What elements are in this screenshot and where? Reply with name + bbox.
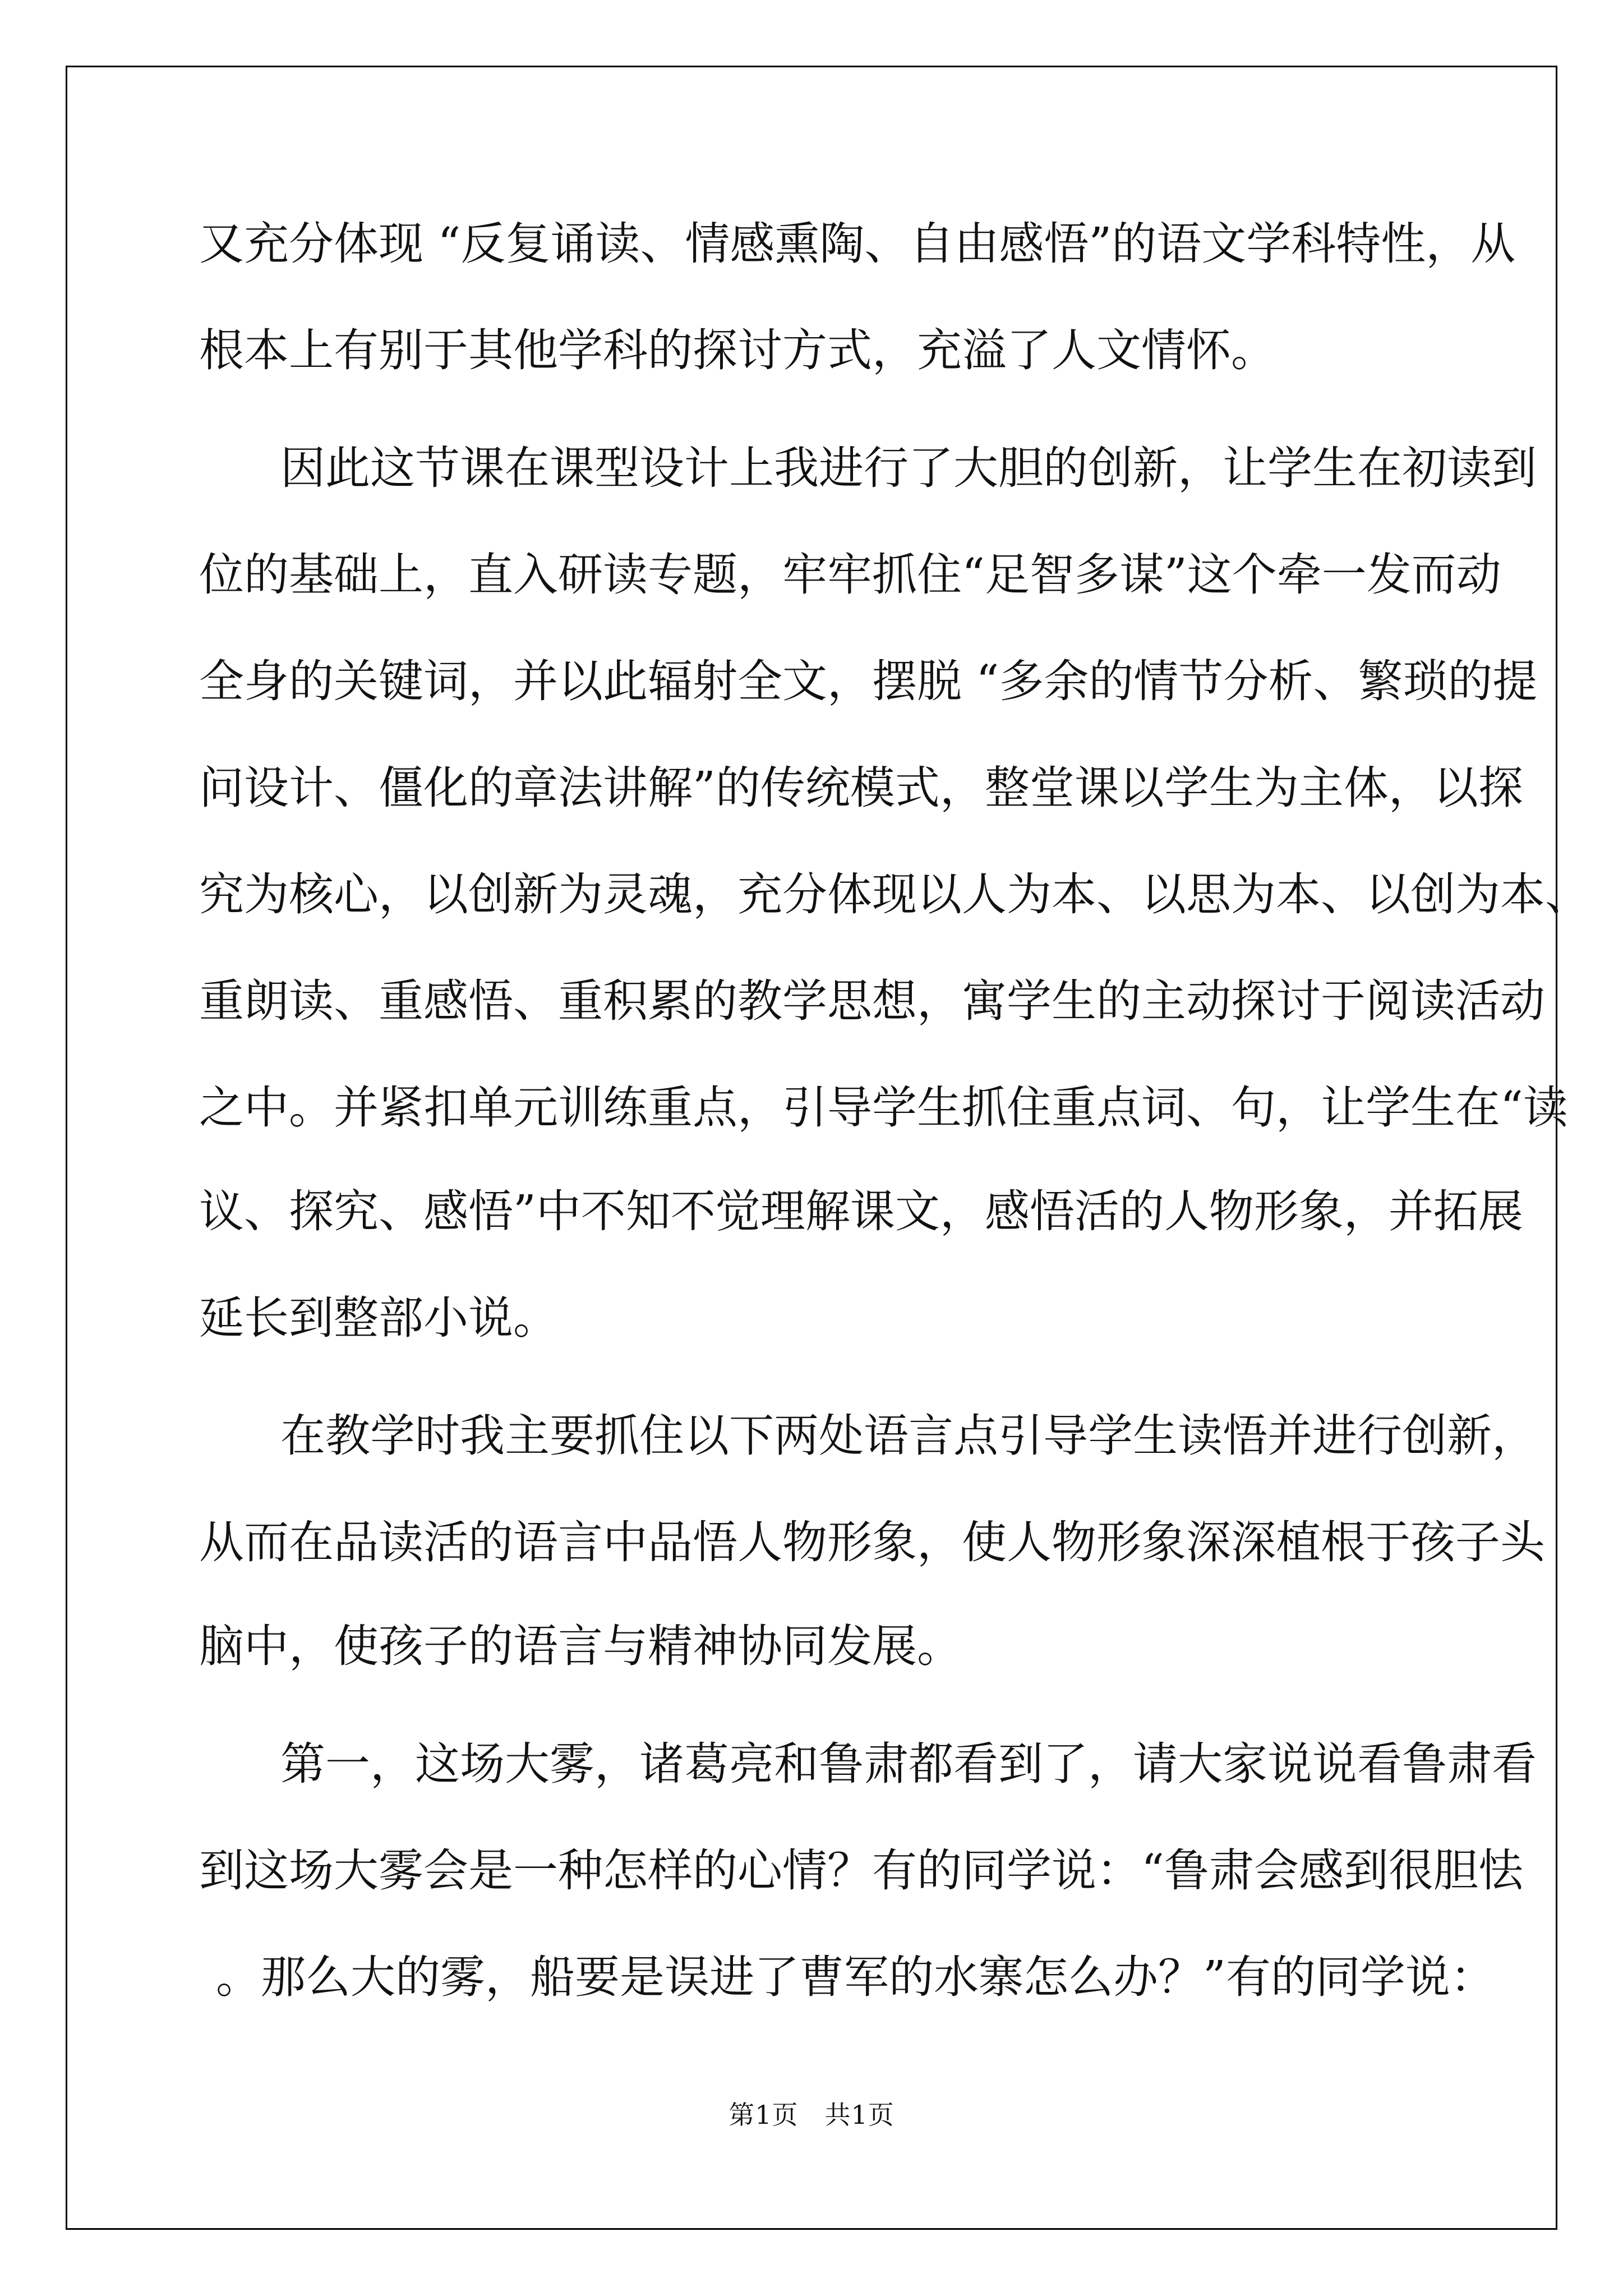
text-line: 因此这节课在课型设计上我进行了大胆的创新，让学生在初读到: [280, 442, 1537, 494]
text-line: 位的基础上，直入研读专题，牢牢抓住“足智多谋”这个牵一发而动: [199, 549, 1501, 601]
page-footer: 第1页 共1页: [728, 2100, 895, 2130]
text-line: 第一，这场大雾，诸葛亮和鲁肃都看到了，请大家说说看鲁肃看: [280, 1738, 1537, 1790]
text-line: 根本上有别于其他学科的探讨方式，充溢了人文情怀。: [199, 324, 1276, 376]
text-line: 全身的关键词，并以此辐射全文，摆脱 “多余的情节分析、繁琐的提: [199, 655, 1538, 707]
text-line: 延长到整部小说。: [199, 1292, 558, 1344]
text-line: 又充分体现 “反复诵读、情感熏陶、自由感悟”的语文学科特性，从: [199, 218, 1516, 270]
text-line: 之中。并紧扣单元训练重点，引导学生抓住重点词、句，让学生在“读: [199, 1082, 1568, 1134]
text-line: 重朗读、重感悟、重积累的教学思想，寓学生的主动探讨于阅读活动: [199, 975, 1545, 1027]
text-line: 。那么大的雾，船要是误进了曹军的水寨怎么办？”有的同学说：: [216, 1951, 1495, 2003]
text-line: 在教学时我主要抓住以下两处语言点引导学生读悟并进行创新，: [280, 1410, 1537, 1462]
page-border: [66, 66, 1590, 2230]
text-line: 议、探究、感悟”中不知不觉理解课文，感悟活的人物形象，并拓展: [199, 1185, 1523, 1237]
text-line: 脑中，使孩子的语言与精神协同发展。: [199, 1620, 962, 1672]
text-line: 从而在品读活的语言中品悟人物形象，使人物形象深深植根于孩子头: [199, 1516, 1545, 1568]
text-line: 到这场大雾会是一种怎样的心情？有的同学说：“鲁肃会感到很胆怯: [199, 1844, 1523, 1897]
text-line: 究为核心，以创新为灵魂，充分体现以人为本、以思为本、以创为本、: [199, 868, 1590, 921]
text-line: 问设计、僵化的章法讲解”的传统模式，整堂课以学生为主体，以探: [199, 762, 1523, 814]
